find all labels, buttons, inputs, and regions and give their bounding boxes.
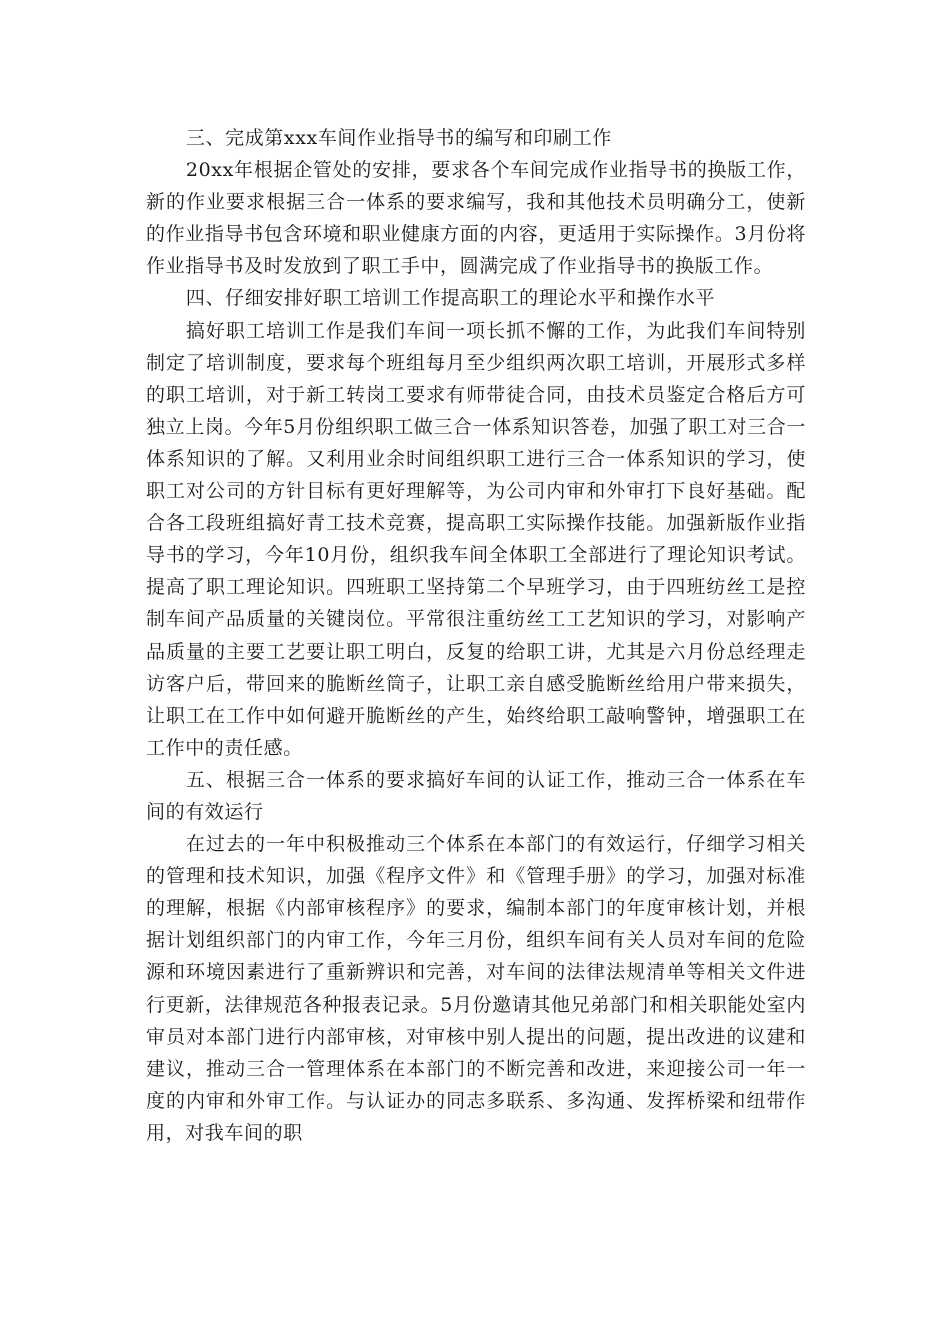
body-paragraph: 搞好职工培训工作是我们车间一项长抓不懈的工作，为此我们车间特别制定了培训制度，要求每个班组每月至少组织两次职工培训，开展形式多样的职工培训，对于新工转岗工要求有师带徒合同，由技术员鉴定合格后方可独立上岗。今年5月份组织职工做三合一体系知识答卷，加强了职工对三合一体系知识的了解。又利用业余时间组织职工进行三合一体系知识的学习，使职工对公司的方针目标有更好理解等，为公司内审和外审打下良好基础。配合各工段班组搞好青工技术竞赛，提高职工实际操作技能。加强新版作业指导书的学习，今年10月份，组织我车间全体职工全部进行了理论知识考试。提高了职工理论知识。四班职工坚持第二个早班学习，由于四班纺丝工是控制车间产品质量的关键岗位。平常很注重纺丝工工艺知识的学习，对影响产品质量的主要工艺要让职工明白，反复的给职工讲，尤其是六月份总经理走访客户后，带回来的脆断丝筒子，让职工亲自感受脆断丝给用户带来损失，让职工在工作中如何避开脆断丝的产生，始终给职工敲响警钟，增强职工在工作中的责任感。 [146,319,806,759]
section-heading-4: 四、仔细安排好职工培训工作提高职工的理论水平和操作水平 [185,287,716,310]
body-paragraph: 在过去的一年中积极推动三个体系在本部门的有效运行，仔细学习相关的管理和技术知识，加强《程序文件》和《管理手册》的学习，加强对标准的理解，根据《内部审核程序》的要求，编制本部门的年度审核计划，并根据计划组织部门的内审工作，今年三月份，组织车间有关人员对车间的危险源和环境因素进行了重新辨识和完善，对车间的法律法规清单等相关文件进行更新，法律规范各种报表记录。5月份邀请其他兄弟部门和相关职能处室内审员对本部门进行内部审核，对审核中别人提出的问题，提出改进的议建和建议，推动三合一管理体系在本部门的不断完善和改进，来迎接公司一年一度的内审和外审工作。与认证办的同志多联系、多沟通、发挥桥梁和纽带作用，对我车间的职 [146,833,806,1144]
document-body [146,122,806,1149]
body-paragraph: 20xx年根据企管处的安排，要求各个车间完成作业指导书的换版工作，新的作业要求根据三合一体系的要求编写，我和其他技术员明确分工，使新的作业指导书包含环境和职业健康方面的内容，更适用于实际操作。3月份将作业指导书及时发放到了职工手中，圆满完成了作业指导书的换版工作。 [146,159,806,278]
section-heading-3: 三、完成第xxx车间作业指导书的编写和印刷工作 [185,127,612,149]
section-heading-5: 五、根据三合一体系的要求搞好车间的认证工作，推动三合一体系在车间的有效运行 [146,768,806,823]
